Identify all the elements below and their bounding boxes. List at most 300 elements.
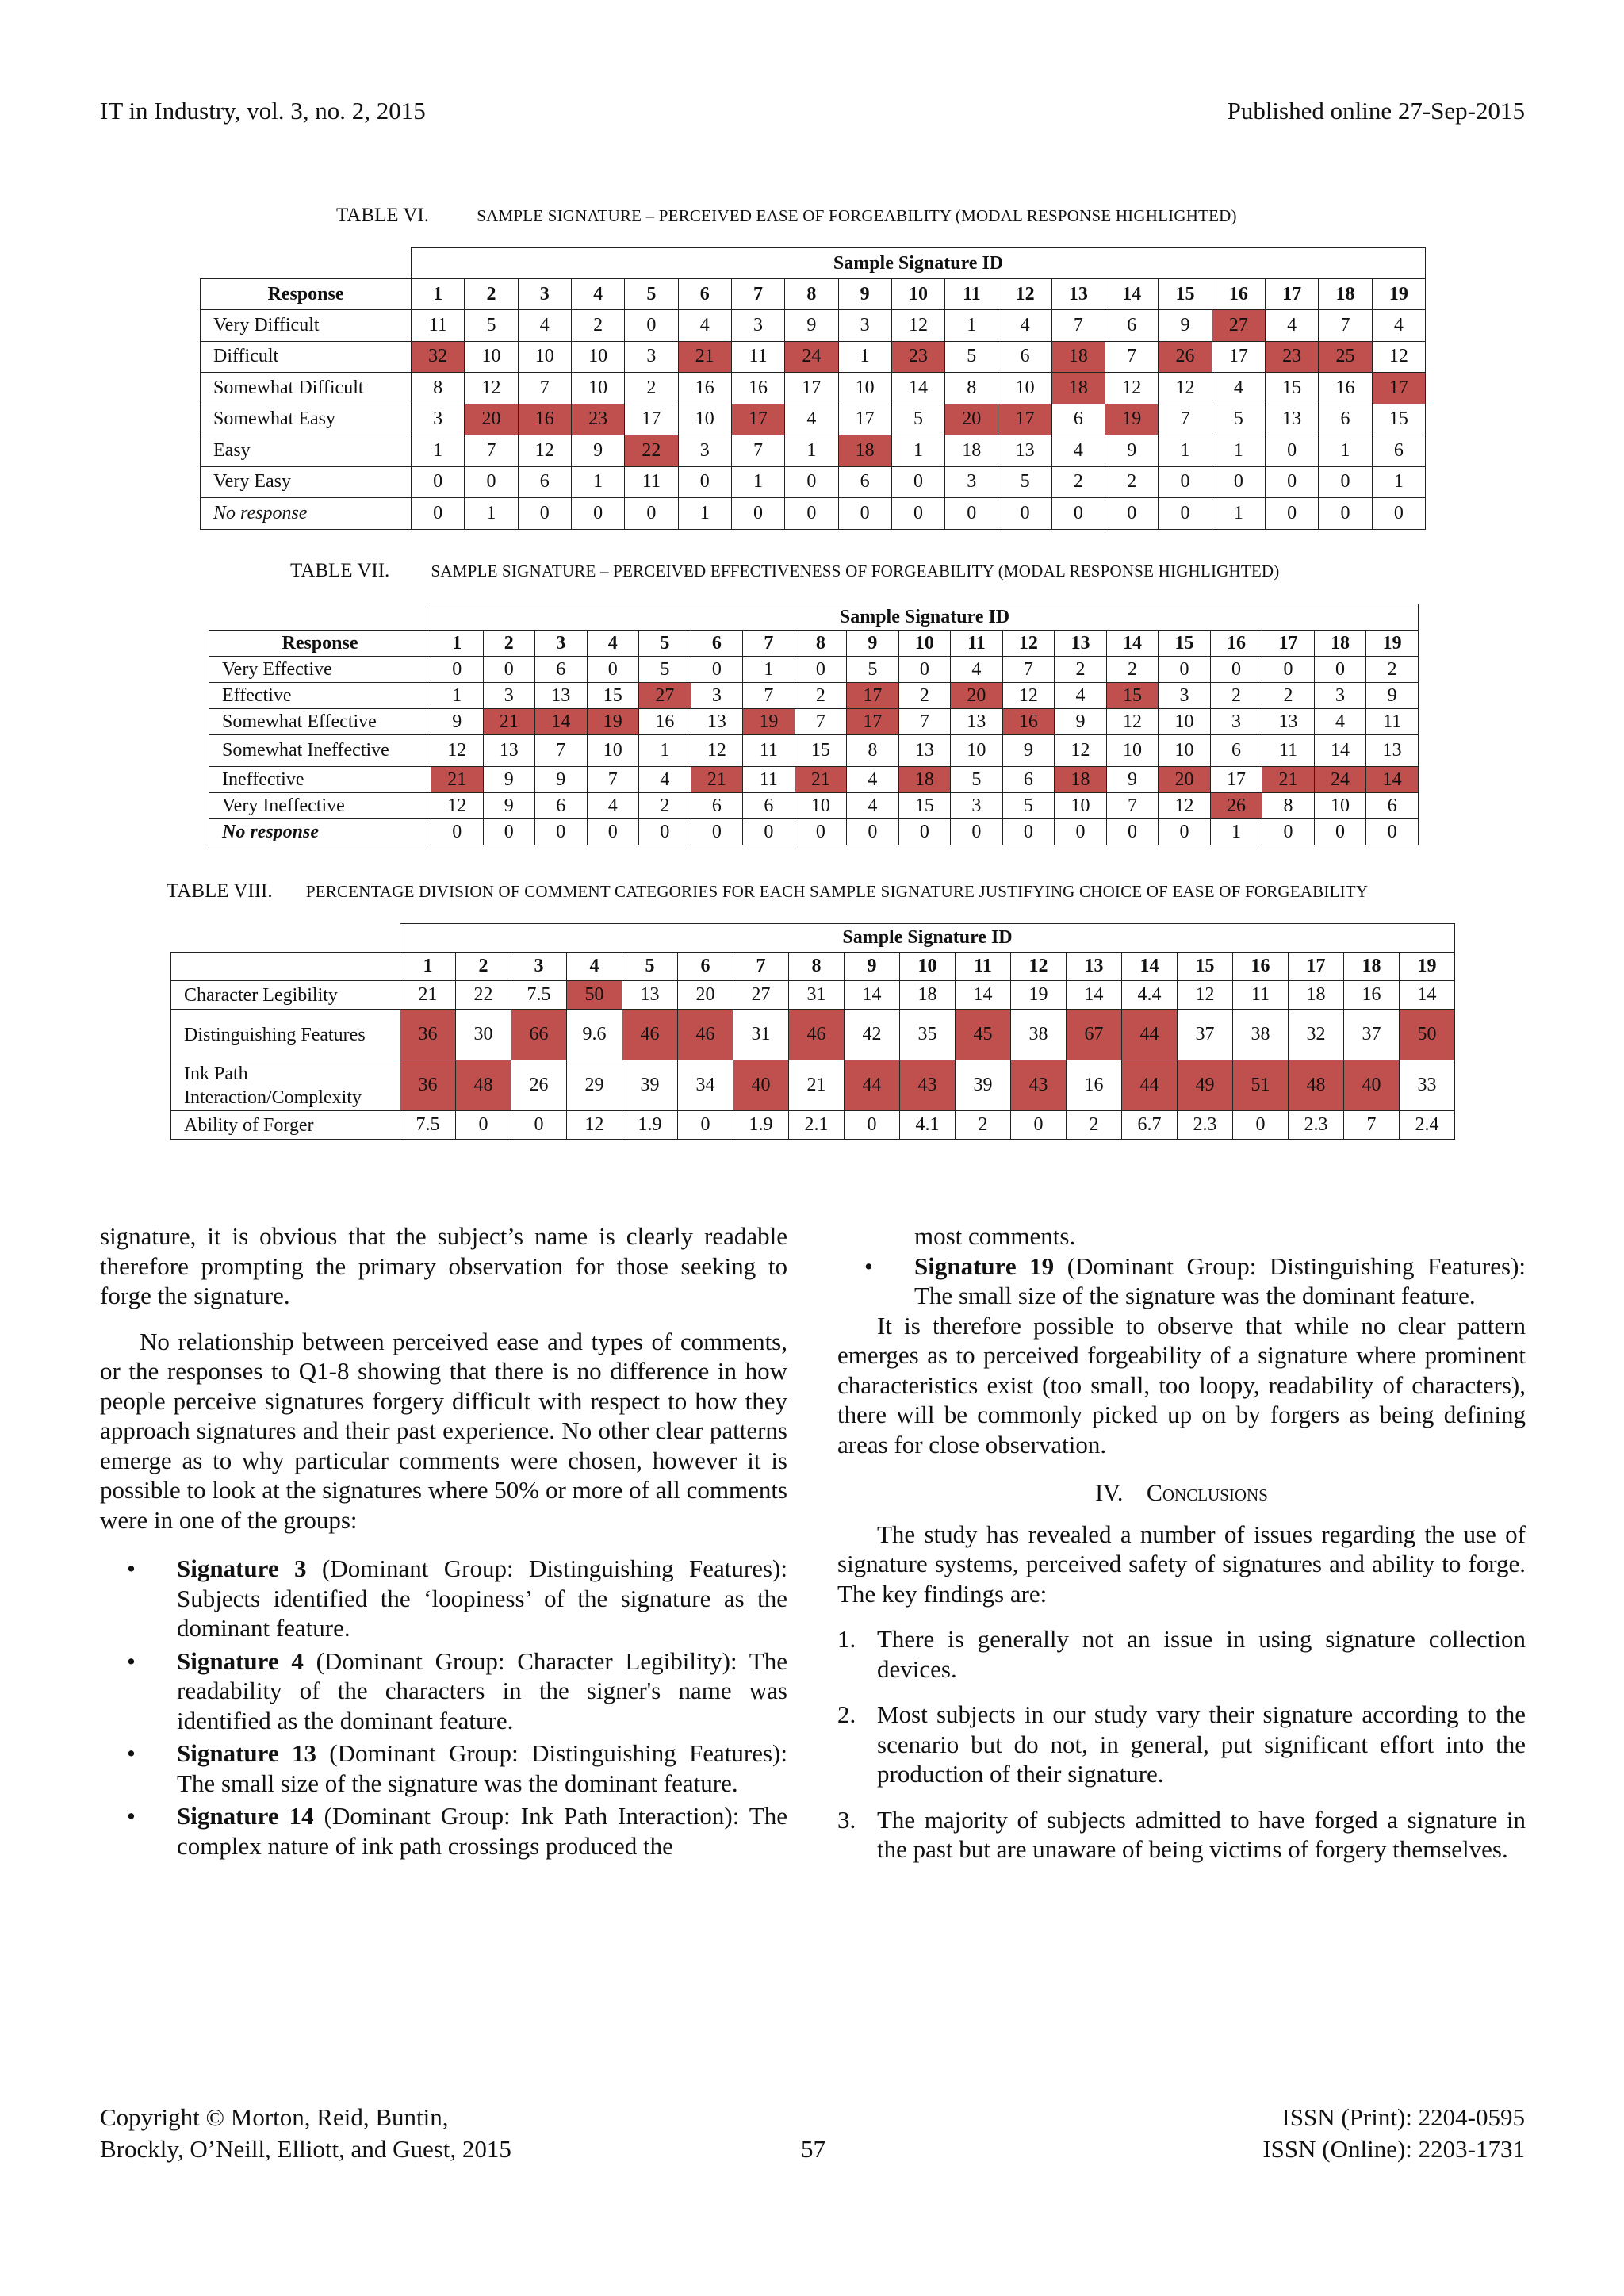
- table-cell: 5: [1212, 404, 1265, 435]
- row-label: Distinguishing Features: [171, 1010, 400, 1060]
- signature-id-header: 16: [1210, 631, 1262, 657]
- table-cell: 12: [431, 793, 484, 819]
- table-cell: 0: [998, 498, 1051, 530]
- bullet-dot: •: [127, 1554, 136, 1582]
- table-cell: 12: [691, 735, 743, 767]
- table-cell: 0: [1051, 498, 1105, 530]
- table-cell: 1: [1212, 498, 1265, 530]
- table-cell: 14: [1314, 735, 1366, 767]
- table-cell: 17: [785, 373, 838, 404]
- table-cell: 0: [1262, 819, 1315, 845]
- left-paragraph-1: signature, it is obvious that the subject’s name is clearly readable therefore prompting the primary observation for those seeking to forge the signature.: [100, 1222, 787, 1309]
- group-header-row: [171, 924, 1455, 953]
- signature-id-header: 17: [1289, 953, 1344, 981]
- table-row: [209, 709, 1419, 735]
- table-row: [209, 819, 1419, 845]
- table-cell: 10: [678, 404, 731, 435]
- table-cell: 10: [795, 793, 847, 819]
- bullet-continuation: most comments.: [914, 1222, 1076, 1250]
- table-cell: 10: [1159, 709, 1211, 735]
- table-cell: 3: [945, 466, 998, 498]
- table-cell: 6: [1319, 404, 1372, 435]
- table-cell: 3: [1159, 683, 1211, 709]
- table-cell: 2: [898, 683, 951, 709]
- table-cell: 4.4: [1122, 981, 1178, 1010]
- table-cell: 0: [1106, 819, 1159, 845]
- table-cell: 0: [1233, 1111, 1289, 1140]
- table-row: [201, 435, 1426, 467]
- table-cell: 35: [900, 1010, 956, 1060]
- table-cell: 1: [785, 435, 838, 467]
- table-cell: 26: [511, 1060, 567, 1111]
- table-cell: 1: [1210, 819, 1262, 845]
- table-cell: 2.3: [1289, 1111, 1344, 1140]
- table-cell: 38: [1233, 1010, 1289, 1060]
- table-cell: 1: [731, 466, 784, 498]
- table-cell: 15: [795, 735, 847, 767]
- signature-id-header: 1: [400, 953, 456, 981]
- signature-id-header: 4: [571, 279, 624, 310]
- table-cell: 15: [587, 683, 639, 709]
- table-cell: 9: [571, 435, 624, 467]
- table6: [200, 247, 1426, 530]
- table-cell: 7: [1105, 341, 1159, 373]
- signature-id-header: 11: [951, 631, 1003, 657]
- table-cell: 13: [535, 683, 588, 709]
- id-header-row: [209, 631, 1419, 657]
- highlighted-cell: 50: [1400, 1010, 1455, 1060]
- right-column: [837, 1221, 1526, 1865]
- table6-caption: [336, 205, 1237, 227]
- table-cell: 8: [847, 735, 899, 767]
- page-number: 57: [801, 2135, 825, 2163]
- signature-id-header: 8: [785, 279, 838, 310]
- table-cell: 4: [1266, 310, 1319, 342]
- table-cell: 21: [789, 1060, 845, 1111]
- signature-id-header: 4: [567, 953, 622, 981]
- highlighted-cell: 21: [431, 767, 484, 793]
- table-cell: 3: [1210, 709, 1262, 735]
- highlighted-cell: 19: [1105, 404, 1159, 435]
- table-cell: 5: [639, 657, 691, 683]
- group-header-cell: Sample Signature ID: [431, 604, 1419, 631]
- table-cell: 0: [1372, 498, 1425, 530]
- table-cell: 0: [1319, 466, 1372, 498]
- signature-id-header: 10: [898, 631, 951, 657]
- table-cell: 6: [691, 793, 743, 819]
- table-cell: 16: [1067, 1060, 1122, 1111]
- signature-id-header: 15: [1159, 279, 1212, 310]
- table-cell: 1: [838, 341, 891, 373]
- row-label: Difficult: [201, 341, 412, 373]
- table-row: [209, 683, 1419, 709]
- highlighted-cell: 18: [1051, 341, 1105, 373]
- signature-id-header: 18: [1344, 953, 1400, 981]
- table-cell: 0: [587, 819, 639, 845]
- table-row: [209, 793, 1419, 819]
- table-cell: 39: [622, 1060, 678, 1111]
- table-cell: 10: [518, 341, 571, 373]
- table-cell: 1: [1372, 466, 1425, 498]
- table-cell: 1: [412, 435, 465, 467]
- table-cell: 15: [1372, 404, 1425, 435]
- table-cell: 0: [731, 498, 784, 530]
- table-cell: 10: [951, 735, 1003, 767]
- table-cell: 13: [691, 709, 743, 735]
- table-cell: 7: [731, 435, 784, 467]
- table-cell: 16: [1344, 981, 1400, 1010]
- table-cell: 6: [838, 466, 891, 498]
- table-cell: 7.5: [511, 981, 567, 1010]
- table-cell: 8: [412, 373, 465, 404]
- table-cell: 6: [535, 793, 588, 819]
- table-cell: 7: [898, 709, 951, 735]
- table-cell: 2: [1262, 683, 1315, 709]
- table-cell: 1: [891, 435, 944, 467]
- table-cell: 16: [731, 373, 784, 404]
- table7: [209, 604, 1419, 845]
- table-cell: 30: [456, 1010, 511, 1060]
- signature-id-header: 11: [956, 953, 1011, 981]
- table-cell: 9.6: [567, 1010, 622, 1060]
- table-cell: 10: [998, 373, 1051, 404]
- table-cell: 0: [845, 1111, 900, 1140]
- table-cell: 5: [891, 404, 944, 435]
- table-cell: 6: [535, 657, 588, 683]
- row-label: Easy: [201, 435, 412, 467]
- table-cell: 9: [431, 709, 484, 735]
- row-label: Somewhat Difficult: [201, 373, 412, 404]
- copyright-line-2: Brockly, O’Neill, Elliott, and Guest, 2015: [100, 2135, 511, 2163]
- table7-caption: [290, 560, 1280, 582]
- table-cell: 2: [795, 683, 847, 709]
- table-cell: 10: [838, 373, 891, 404]
- table-cell: 13: [1262, 709, 1315, 735]
- highlighted-cell: 44: [1122, 1060, 1178, 1111]
- table-cell: 0: [1159, 819, 1211, 845]
- bullet-item: [100, 1646, 787, 1736]
- highlighted-cell: 24: [1314, 767, 1366, 793]
- signature-id-header: 16: [1212, 279, 1265, 310]
- signature-id-header: 18: [1314, 631, 1366, 657]
- copyright: [100, 2102, 511, 2165]
- table-cell: 31: [789, 981, 845, 1010]
- table-cell: 0: [678, 466, 731, 498]
- bullet-item: [100, 1801, 787, 1861]
- table-cell: 37: [1344, 1010, 1400, 1060]
- table-cell: 14: [845, 981, 900, 1010]
- highlighted-cell: 16: [518, 404, 571, 435]
- table-cell: 13: [1366, 735, 1419, 767]
- bullet-item: [837, 1251, 1526, 1311]
- bullet-dot: •: [864, 1251, 873, 1280]
- table-cell: 12: [1372, 341, 1425, 373]
- table-cell: 7: [1002, 657, 1055, 683]
- table-cell: 20: [678, 981, 733, 1010]
- signature-id-header: 19: [1366, 631, 1419, 657]
- table-cell: 8: [945, 373, 998, 404]
- table-cell: 38: [1011, 1010, 1067, 1060]
- left-column: [100, 1221, 787, 1861]
- table-cell: 6: [1105, 310, 1159, 342]
- table-cell: 0: [639, 819, 691, 845]
- table-row: [201, 310, 1426, 342]
- highlighted-cell: 46: [789, 1010, 845, 1060]
- highlighted-cell: 14: [535, 709, 588, 735]
- table-cell: 0: [535, 819, 588, 845]
- highlighted-cell: 18: [1051, 373, 1105, 404]
- copyright-line-1: Copyright © Morton, Reid, Buntin,: [100, 2103, 449, 2131]
- table-cell: 6: [1372, 435, 1425, 467]
- table-cell: 0: [483, 819, 535, 845]
- table-cell: 0: [795, 819, 847, 845]
- table-cell: 4: [639, 767, 691, 793]
- signature-id-header: 13: [1067, 953, 1122, 981]
- highlighted-cell: 20: [951, 683, 1003, 709]
- table-cell: 12: [1159, 793, 1211, 819]
- table-cell: 9: [535, 767, 588, 793]
- table-cell: 11: [625, 466, 678, 498]
- highlighted-cell: 16: [1002, 709, 1055, 735]
- table-cell: 10: [1159, 735, 1211, 767]
- empty-corner-cell: [171, 924, 400, 953]
- table-cell: 9: [1159, 310, 1212, 342]
- bullet-bold: Signature 14: [177, 1802, 314, 1830]
- table-cell: 4: [1372, 310, 1425, 342]
- response-header-cell: [171, 953, 400, 981]
- empty-corner-cell: [201, 248, 412, 279]
- table-cell: 5: [951, 767, 1003, 793]
- finding-number: 1.: [837, 1625, 856, 1653]
- table7-title: SAMPLE SIGNATURE – PERCEIVED EFFECTIVENESS OF FORGEABILITY (MODAL RESPONSE HIGHLIGHTED): [431, 562, 1280, 581]
- table-cell: 3: [731, 310, 784, 342]
- signature-id-header: 10: [891, 279, 944, 310]
- signature-id-header: 1: [412, 279, 465, 310]
- bullet-text: (Dominant Group: Ink Path Interaction): The complex nature of ink path crossings produced the: [177, 1802, 787, 1860]
- table-row: [201, 341, 1426, 373]
- table-cell: 1.9: [733, 1111, 789, 1140]
- table-cell: 0: [898, 657, 951, 683]
- signature-id-header: 19: [1372, 279, 1425, 310]
- highlighted-cell: 40: [733, 1060, 789, 1111]
- table-cell: 4: [785, 404, 838, 435]
- table-cell: 11: [412, 310, 465, 342]
- signature-id-header: 9: [845, 953, 900, 981]
- table-row: [201, 373, 1426, 404]
- bullet-bold: Signature 3: [177, 1554, 307, 1582]
- issn-block: [1262, 2102, 1525, 2165]
- table-cell: 0: [691, 657, 743, 683]
- highlighted-cell: 19: [743, 709, 795, 735]
- table-cell: 33: [1400, 1060, 1455, 1111]
- signature-id-header: 6: [691, 631, 743, 657]
- signature-id-header: 3: [535, 631, 588, 657]
- highlighted-cell: 48: [1289, 1060, 1344, 1111]
- table-cell: 34: [678, 1060, 733, 1111]
- signature-id-header: 17: [1266, 279, 1319, 310]
- table-cell: 10: [587, 735, 639, 767]
- highlighted-cell: 22: [625, 435, 678, 467]
- table-cell: 11: [1233, 981, 1289, 1010]
- table-cell: 19: [1011, 981, 1067, 1010]
- row-label: Ability of Forger: [171, 1111, 400, 1140]
- table-cell: 4: [1051, 435, 1105, 467]
- bullet-text: (Dominant Group: Distinguishing Features): The small size of the signature was the dominant feature.: [914, 1251, 1526, 1309]
- table-cell: 5: [465, 310, 518, 342]
- bullet-dot: •: [127, 1646, 136, 1675]
- signature-id-header: 7: [731, 279, 784, 310]
- table-cell: 0: [456, 1111, 511, 1140]
- table-cell: 0: [1210, 657, 1262, 683]
- table-cell: 7: [1344, 1111, 1400, 1140]
- table-cell: 0: [678, 1111, 733, 1140]
- table-row: [209, 657, 1419, 683]
- highlighted-cell: 67: [1067, 1010, 1122, 1060]
- table-cell: 0: [625, 498, 678, 530]
- highlighted-cell: 17: [847, 709, 899, 735]
- bullet-dot: •: [127, 1802, 136, 1830]
- table-cell: 4: [951, 657, 1003, 683]
- table-cell: 9: [483, 767, 535, 793]
- finding-number: 2.: [837, 1700, 856, 1728]
- bullet-bold: Signature 13: [177, 1739, 316, 1767]
- table-cell: 11: [731, 341, 784, 373]
- highlighted-cell: 36: [400, 1060, 456, 1111]
- table-cell: 31: [733, 1010, 789, 1060]
- highlighted-cell: 46: [678, 1010, 733, 1060]
- highlighted-cell: 15: [1106, 683, 1159, 709]
- table-cell: 17: [1210, 767, 1262, 793]
- table-row: [171, 1060, 1455, 1111]
- signature-bullet-list: [100, 1554, 787, 1861]
- row-label: Somewhat Easy: [201, 404, 412, 435]
- table-cell: 4: [587, 793, 639, 819]
- row-label: No response: [201, 498, 412, 530]
- bullet-bold: Signature 4: [177, 1646, 304, 1675]
- table-cell: 2: [1055, 657, 1107, 683]
- signature-id-header: 6: [678, 953, 733, 981]
- table-cell: 0: [795, 657, 847, 683]
- table-cell: 12: [1002, 683, 1055, 709]
- signature-id-header: 6: [678, 279, 731, 310]
- table-cell: 18: [945, 435, 998, 467]
- table-cell: 12: [1105, 373, 1159, 404]
- table-cell: 7: [795, 709, 847, 735]
- table-cell: 15: [898, 793, 951, 819]
- highlighted-cell: 66: [511, 1010, 567, 1060]
- table-cell: 0: [571, 498, 624, 530]
- table-cell: 0: [412, 498, 465, 530]
- table-cell: 5: [1002, 793, 1055, 819]
- table-cell: 10: [1314, 793, 1366, 819]
- highlighted-cell: 18: [838, 435, 891, 467]
- response-header-cell: Response: [201, 279, 412, 310]
- table-cell: 11: [1262, 735, 1315, 767]
- signature-id-header: 3: [518, 279, 571, 310]
- table-cell: 0: [785, 498, 838, 530]
- table-cell: 27: [733, 981, 789, 1010]
- table-cell: 6: [1366, 793, 1419, 819]
- table-cell: 7: [1106, 793, 1159, 819]
- bullet-item: [100, 1738, 787, 1798]
- table-cell: 9: [1106, 767, 1159, 793]
- table-cell: 17: [838, 404, 891, 435]
- table-cell: 12: [518, 435, 571, 467]
- table-cell: 4: [518, 310, 571, 342]
- table-cell: 0: [587, 657, 639, 683]
- table-cell: 0: [1212, 466, 1265, 498]
- table-cell: 4.1: [900, 1111, 956, 1140]
- highlighted-cell: 20: [945, 404, 998, 435]
- journal-header: IT in Industry, vol. 3, no. 2, 2015: [100, 97, 426, 125]
- highlighted-cell: 17: [1372, 373, 1425, 404]
- table-cell: 1: [1319, 435, 1372, 467]
- highlighted-cell: 32: [412, 341, 465, 373]
- table-cell: 4: [1212, 373, 1265, 404]
- row-label: Ineffective: [209, 767, 431, 793]
- table-cell: 3: [951, 793, 1003, 819]
- table-cell: 11: [743, 767, 795, 793]
- table-cell: 0: [945, 498, 998, 530]
- bullet-text: (Dominant Group: Character Legibility): The readability of the characters in the signer's name was identified as the dominant feature.: [177, 1646, 787, 1734]
- highlighted-cell: 23: [571, 404, 624, 435]
- table-cell: 17: [625, 404, 678, 435]
- table-cell: 0: [891, 498, 944, 530]
- table-cell: 0: [951, 819, 1003, 845]
- table-cell: 2: [1366, 657, 1419, 683]
- table-cell: 32: [1289, 1010, 1344, 1060]
- table-cell: 4: [847, 793, 899, 819]
- table-cell: 7: [1319, 310, 1372, 342]
- bullet-dot: •: [127, 1739, 136, 1767]
- id-header-row: [201, 279, 1426, 310]
- signature-id-header: 8: [789, 953, 845, 981]
- table-row: [171, 1010, 1455, 1060]
- signature-id-header: 7: [743, 631, 795, 657]
- table6-title: SAMPLE SIGNATURE – PERCEIVED EASE OF FORGEABILITY (MODAL RESPONSE HIGHLIGHTED): [477, 206, 1237, 225]
- table-cell: 14: [1067, 981, 1122, 1010]
- table-cell: 9: [1366, 683, 1419, 709]
- group-header-cell: Sample Signature ID: [400, 924, 1455, 953]
- signature-id-header: 2: [483, 631, 535, 657]
- table-cell: 29: [567, 1060, 622, 1111]
- signature-id-header: 5: [639, 631, 691, 657]
- table-cell: 14: [1400, 981, 1455, 1010]
- signature-id-header: 11: [945, 279, 998, 310]
- table-cell: 4: [1055, 683, 1107, 709]
- table-cell: 1: [571, 466, 624, 498]
- table-cell: 12: [891, 310, 944, 342]
- signature-id-header: 9: [847, 631, 899, 657]
- table-cell: 2: [1210, 683, 1262, 709]
- table-cell: 6.7: [1122, 1111, 1178, 1140]
- signature-id-header: 14: [1122, 953, 1178, 981]
- table-cell: 12: [1178, 981, 1233, 1010]
- highlighted-cell: 17: [847, 683, 899, 709]
- issn-online: ISSN (Online): 2203-1731: [1262, 2135, 1525, 2163]
- finding-text: There is generally not an issue in using signature collection devices.: [877, 1625, 1526, 1683]
- highlighted-cell: 43: [900, 1060, 956, 1111]
- highlighted-cell: 44: [1122, 1010, 1178, 1060]
- highlighted-cell: 26: [1159, 341, 1212, 373]
- table-cell: 3: [1314, 683, 1366, 709]
- highlighted-cell: 25: [1319, 341, 1372, 373]
- table-cell: 0: [1011, 1111, 1067, 1140]
- table-cell: 0: [1314, 657, 1366, 683]
- table-cell: 3: [625, 341, 678, 373]
- highlighted-cell: 27: [639, 683, 691, 709]
- table-cell: 12: [1159, 373, 1212, 404]
